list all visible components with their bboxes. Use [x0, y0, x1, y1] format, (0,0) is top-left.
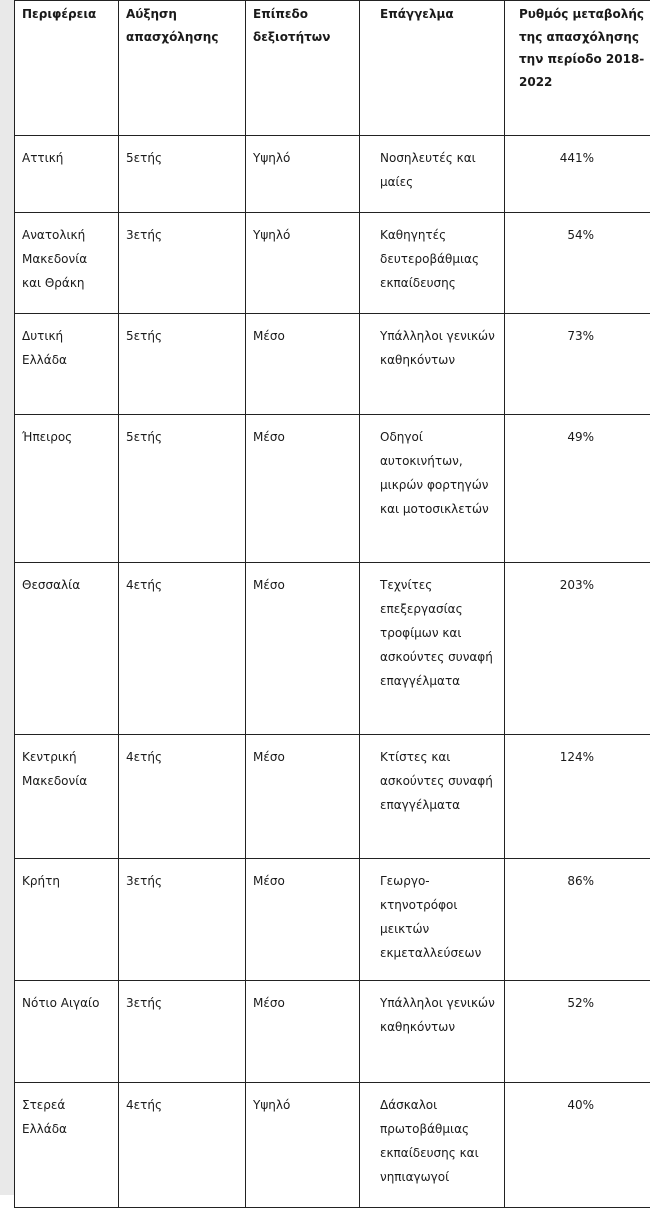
cell-occupation: Καθηγητές δευτεροβάθμιας εκπαίδευσης: [360, 213, 505, 314]
cell-skill: Μέσο: [246, 735, 360, 859]
cell-skill: Μέσο: [246, 859, 360, 981]
cell-growth: 4ετής: [119, 1083, 246, 1208]
header-skill: Επίπεδο δεξιοτήτων: [246, 1, 360, 136]
header-growth: Αύξηση απασχόλησης: [119, 1, 246, 136]
cell-rate: 86%: [505, 859, 650, 981]
cell-skill: Υψηλό: [246, 136, 360, 213]
cell-skill: Μέσο: [246, 314, 360, 415]
cell-rate: 54%: [505, 213, 650, 314]
table-row: [15, 563, 650, 735]
cell-growth: 5ετής: [119, 314, 246, 415]
table-row: [15, 213, 650, 314]
cell-growth: 3ετής: [119, 981, 246, 1083]
cell-skill: Υψηλό: [246, 1083, 360, 1208]
cell-skill: Μέσο: [246, 563, 360, 735]
header-region: Περιφέρεια: [15, 1, 119, 136]
cell-growth: 5ετής: [119, 415, 246, 563]
cell-occupation: Υπάλληλοι γενικών καθηκόντων: [360, 981, 505, 1083]
header-rate: Ρυθμός μεταβολής της απασχόλησης την περίοδο 2018-2022: [505, 1, 650, 136]
cell-region: Αττική: [15, 136, 119, 213]
cell-rate: 124%: [505, 735, 650, 859]
table-row: [15, 1083, 650, 1208]
left-margin-strip: [0, 0, 14, 1195]
cell-region: Δυτική Ελλάδα: [15, 314, 119, 415]
cell-occupation: Κτίστες και ασκούντες συναφή επαγγέλματα: [360, 735, 505, 859]
cell-occupation: Υπάλληλοι γενικών καθηκόντων: [360, 314, 505, 415]
table-row: [15, 136, 650, 213]
cell-skill: Μέσο: [246, 415, 360, 563]
cell-region: Ανατολική Μακεδονία και Θράκη: [15, 213, 119, 314]
cell-occupation: Τεχνίτες επεξεργασίας τροφίμων και ασκούντες συναφή επαγγέλματα: [360, 563, 505, 735]
cell-growth: 3ετής: [119, 213, 246, 314]
cell-rate: 49%: [505, 415, 650, 563]
cell-growth: 4ετής: [119, 735, 246, 859]
cell-occupation: Νοσηλευτές και μαίες: [360, 136, 505, 213]
cell-growth: 3ετής: [119, 859, 246, 981]
cell-rate: 40%: [505, 1083, 650, 1208]
cell-occupation: Γεωργο-κτηνοτρόφοι μεικτών εκμεταλλεύσεων: [360, 859, 505, 981]
cell-region: Στερεά Ελλάδα: [15, 1083, 119, 1208]
table-row: [15, 981, 650, 1083]
cell-growth: 4ετής: [119, 563, 246, 735]
cell-rate: 203%: [505, 563, 650, 735]
cell-rate: 73%: [505, 314, 650, 415]
employment-table: [14, 0, 650, 1208]
cell-rate: 441%: [505, 136, 650, 213]
cell-region: Κεντρική Μακεδονία: [15, 735, 119, 859]
cell-region: Κρήτη: [15, 859, 119, 981]
cell-region: Θεσσαλία: [15, 563, 119, 735]
header-occupation: Επάγγελμα: [360, 1, 505, 136]
cell-skill: Υψηλό: [246, 213, 360, 314]
cell-occupation: Δάσκαλοι πρωτοβάθμιας εκπαίδευσης και νηπιαγωγοί: [360, 1083, 505, 1208]
table-row: [15, 314, 650, 415]
cell-occupation: Οδηγοί αυτοκινήτων, μικρών φορτηγών και μοτοσικλετών: [360, 415, 505, 563]
header-row: [15, 1, 650, 136]
table-row: [15, 735, 650, 859]
cell-region: Νότιο Αιγαίο: [15, 981, 119, 1083]
cell-rate: 52%: [505, 981, 650, 1083]
table-row: [15, 415, 650, 563]
cell-skill: Μέσο: [246, 981, 360, 1083]
table-row: [15, 859, 650, 981]
cell-growth: 5ετής: [119, 136, 246, 213]
cell-region: Ήπειρος: [15, 415, 119, 563]
